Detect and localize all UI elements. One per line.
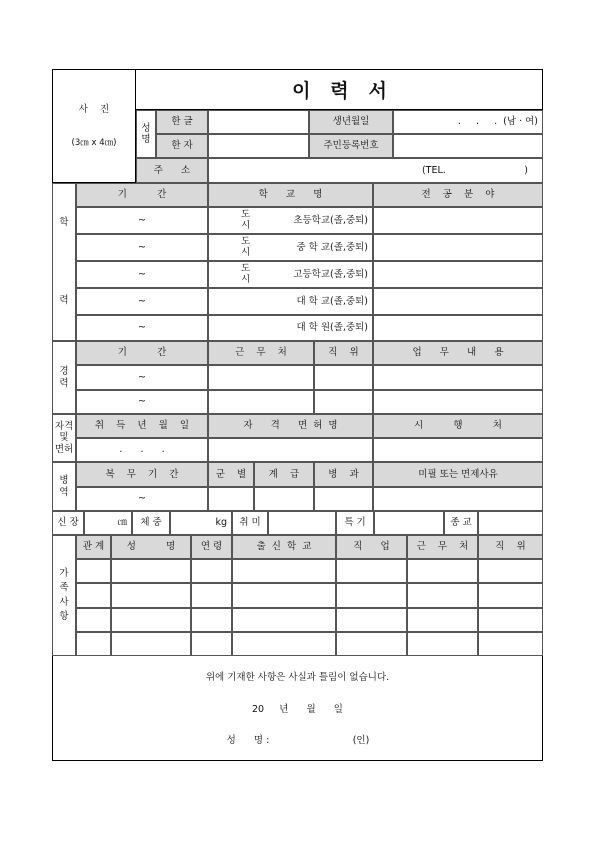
family-cell[interactable] bbox=[336, 583, 407, 608]
family-cell[interactable] bbox=[111, 632, 191, 656]
family-cell[interactable] bbox=[232, 559, 336, 583]
page-title: 이 력 서 bbox=[292, 79, 387, 102]
military-header-exemption: 미필 또는 면제사유 bbox=[373, 462, 543, 487]
license-header-name: 자 격 면 허 명 bbox=[208, 414, 373, 438]
family-header: 연 령 bbox=[191, 535, 232, 559]
edu-period-field[interactable]: ~ bbox=[76, 315, 208, 341]
military-period-field[interactable]: ~ bbox=[76, 487, 208, 511]
career-duties-field[interactable] bbox=[373, 365, 543, 390]
religion-label: 종 교 bbox=[444, 511, 478, 535]
military-branch-field[interactable] bbox=[208, 487, 254, 511]
family-cell[interactable] bbox=[111, 608, 191, 632]
special-skill-field[interactable] bbox=[374, 511, 444, 535]
rrn-label: 주민등록번호 bbox=[309, 134, 393, 158]
family-cell[interactable] bbox=[478, 559, 543, 583]
family-cell[interactable] bbox=[478, 632, 543, 656]
military-specialty-field[interactable] bbox=[314, 487, 373, 511]
name-label: 성 명 bbox=[136, 110, 156, 158]
edu-school-type-label: 대 학 교(졸,중퇴) bbox=[296, 295, 368, 307]
edu-school-field[interactable] bbox=[208, 207, 373, 234]
family-cell[interactable] bbox=[76, 632, 111, 656]
edu-period-field[interactable]: ~ bbox=[76, 288, 208, 315]
career-position-field[interactable] bbox=[314, 365, 373, 390]
edu-header-school: 학 교 명 bbox=[208, 183, 373, 207]
education-section-label bbox=[52, 183, 76, 341]
family-cell[interactable] bbox=[336, 608, 407, 632]
korean-name-label: 한 글 bbox=[156, 110, 208, 134]
address-label: 주 소 bbox=[136, 158, 208, 183]
family-cell[interactable] bbox=[478, 608, 543, 632]
edu-major-field[interactable] bbox=[373, 207, 543, 234]
edu-period-field[interactable]: ~ bbox=[76, 261, 208, 288]
family-cell[interactable] bbox=[407, 608, 478, 632]
special-skill-label: 특 기 bbox=[336, 511, 374, 535]
family-cell[interactable] bbox=[407, 632, 478, 656]
edu-school-type-label: 초등학교(졸,중퇴) bbox=[293, 214, 368, 226]
height-unit: ㎝ bbox=[117, 517, 127, 529]
height-field[interactable] bbox=[84, 511, 132, 535]
family-cell[interactable] bbox=[191, 608, 232, 632]
license-issuer-field[interactable] bbox=[373, 438, 543, 462]
license-header-date: 취 득 년 월 일 bbox=[76, 414, 208, 438]
edu-school-field[interactable] bbox=[208, 234, 373, 261]
edu-school-type-label: 중 학 교(졸,중퇴) bbox=[296, 241, 368, 253]
signature-label: 성 명 : bbox=[226, 735, 270, 747]
edu-school-field[interactable] bbox=[208, 288, 373, 315]
edu-school-field[interactable] bbox=[208, 315, 373, 341]
birth-date-label: 생년월일 bbox=[309, 110, 393, 134]
family-cell[interactable] bbox=[191, 559, 232, 583]
family-cell[interactable] bbox=[232, 583, 336, 608]
military-header-branch: 군 별 bbox=[208, 462, 254, 487]
birth-date-field[interactable]: . . . (남 · 여) bbox=[393, 110, 543, 134]
weight-field[interactable] bbox=[170, 511, 232, 535]
education-label-2: 력 bbox=[59, 295, 69, 307]
career-workplace-field[interactable] bbox=[208, 365, 314, 390]
license-section-label: 자격 및 면허 bbox=[52, 414, 76, 462]
address-field[interactable]: (TEL. ) bbox=[208, 158, 543, 183]
photo-box[interactable] bbox=[52, 69, 136, 183]
seal-mark: (인) bbox=[352, 735, 370, 747]
edu-header-period: 기 간 bbox=[76, 183, 208, 207]
photo-label: 사 진 bbox=[78, 104, 110, 116]
family-header: 관 계 bbox=[76, 535, 111, 559]
career-period-field[interactable]: ~ bbox=[76, 390, 208, 414]
education-label-1: 학 bbox=[59, 217, 69, 229]
family-cell[interactable] bbox=[76, 583, 111, 608]
family-cell[interactable] bbox=[336, 632, 407, 656]
height-label: 신 장 bbox=[52, 511, 84, 535]
edu-place-label: 도 시 bbox=[241, 236, 251, 258]
family-header: 직 위 bbox=[478, 535, 543, 559]
career-section-label: 경 력 bbox=[52, 341, 76, 414]
rrn-field[interactable] bbox=[393, 134, 543, 158]
career-header-workplace: 근 무 처 bbox=[208, 341, 314, 365]
edu-place-label: 도 시 bbox=[241, 209, 251, 231]
signing-date: 20 년 월 일 bbox=[252, 704, 343, 716]
truth-statement: 위에 기재한 사항은 사실과 틀림이 없습니다. bbox=[205, 672, 390, 684]
edu-school-type-label: 대 학 원(졸,중퇴) bbox=[296, 322, 368, 334]
photo-size: (3㎝ x 4㎝) bbox=[71, 137, 117, 148]
edu-period-field[interactable]: ~ bbox=[76, 207, 208, 234]
family-cell[interactable] bbox=[232, 632, 336, 656]
family-section-label: 가 족 사 항 bbox=[52, 535, 76, 656]
family-cell[interactable] bbox=[76, 608, 111, 632]
military-rank-field[interactable] bbox=[254, 487, 314, 511]
hobby-field[interactable] bbox=[268, 511, 336, 535]
family-cell[interactable] bbox=[407, 583, 478, 608]
family-header: 근 무 처 bbox=[407, 535, 478, 559]
edu-major-field[interactable] bbox=[373, 288, 543, 315]
license-name-field[interactable] bbox=[208, 438, 373, 462]
military-header-rank: 계 급 bbox=[254, 462, 314, 487]
edu-major-field[interactable] bbox=[373, 234, 543, 261]
family-header: 출 신 학 교 bbox=[232, 535, 336, 559]
career-header-position: 직 위 bbox=[314, 341, 373, 365]
career-duties-field[interactable] bbox=[373, 390, 543, 414]
military-exemption-field[interactable] bbox=[373, 487, 543, 511]
weight-unit: kg bbox=[215, 517, 227, 529]
family-cell[interactable] bbox=[232, 608, 336, 632]
edu-school-type-label: 고등학교(졸,중퇴) bbox=[293, 268, 368, 280]
military-section-label: 병 역 bbox=[52, 462, 76, 511]
career-header-duties: 업 무 내 용 bbox=[373, 341, 543, 365]
family-cell[interactable] bbox=[111, 559, 191, 583]
military-header-period: 복 무 기 간 bbox=[76, 462, 208, 487]
hobby-label: 취 미 bbox=[232, 511, 268, 535]
edu-period-field[interactable]: ~ bbox=[76, 234, 208, 261]
family-header: 직 업 bbox=[336, 535, 407, 559]
career-header-period: 기 간 bbox=[76, 341, 208, 365]
family-cell[interactable] bbox=[407, 559, 478, 583]
family-header: 성 명 bbox=[111, 535, 191, 559]
hanja-name-label: 한 자 bbox=[156, 134, 208, 158]
edu-major-field[interactable] bbox=[373, 315, 543, 341]
career-period-field[interactable]: ~ bbox=[76, 365, 208, 390]
edu-school-field[interactable] bbox=[208, 261, 373, 288]
edu-major-field[interactable] bbox=[373, 261, 543, 288]
weight-label: 체 중 bbox=[132, 511, 170, 535]
edu-header-major: 전 공 분 야 bbox=[373, 183, 543, 207]
military-header-specialty: 병 과 bbox=[314, 462, 373, 487]
edu-place-label: 도 시 bbox=[241, 263, 251, 285]
religion-field[interactable] bbox=[478, 511, 543, 535]
family-cell[interactable] bbox=[191, 632, 232, 656]
hanja-name-field[interactable] bbox=[208, 134, 309, 158]
license-header-issuer: 시 행 처 bbox=[373, 414, 543, 438]
family-cell[interactable] bbox=[336, 559, 407, 583]
family-cell[interactable] bbox=[478, 583, 543, 608]
license-date-field[interactable]: . . . bbox=[76, 438, 208, 462]
family-cell[interactable] bbox=[111, 583, 191, 608]
family-cell[interactable] bbox=[191, 583, 232, 608]
career-workplace-field[interactable] bbox=[208, 390, 314, 414]
career-position-field[interactable] bbox=[314, 390, 373, 414]
family-cell[interactable] bbox=[76, 559, 111, 583]
korean-name-field[interactable] bbox=[208, 110, 309, 134]
